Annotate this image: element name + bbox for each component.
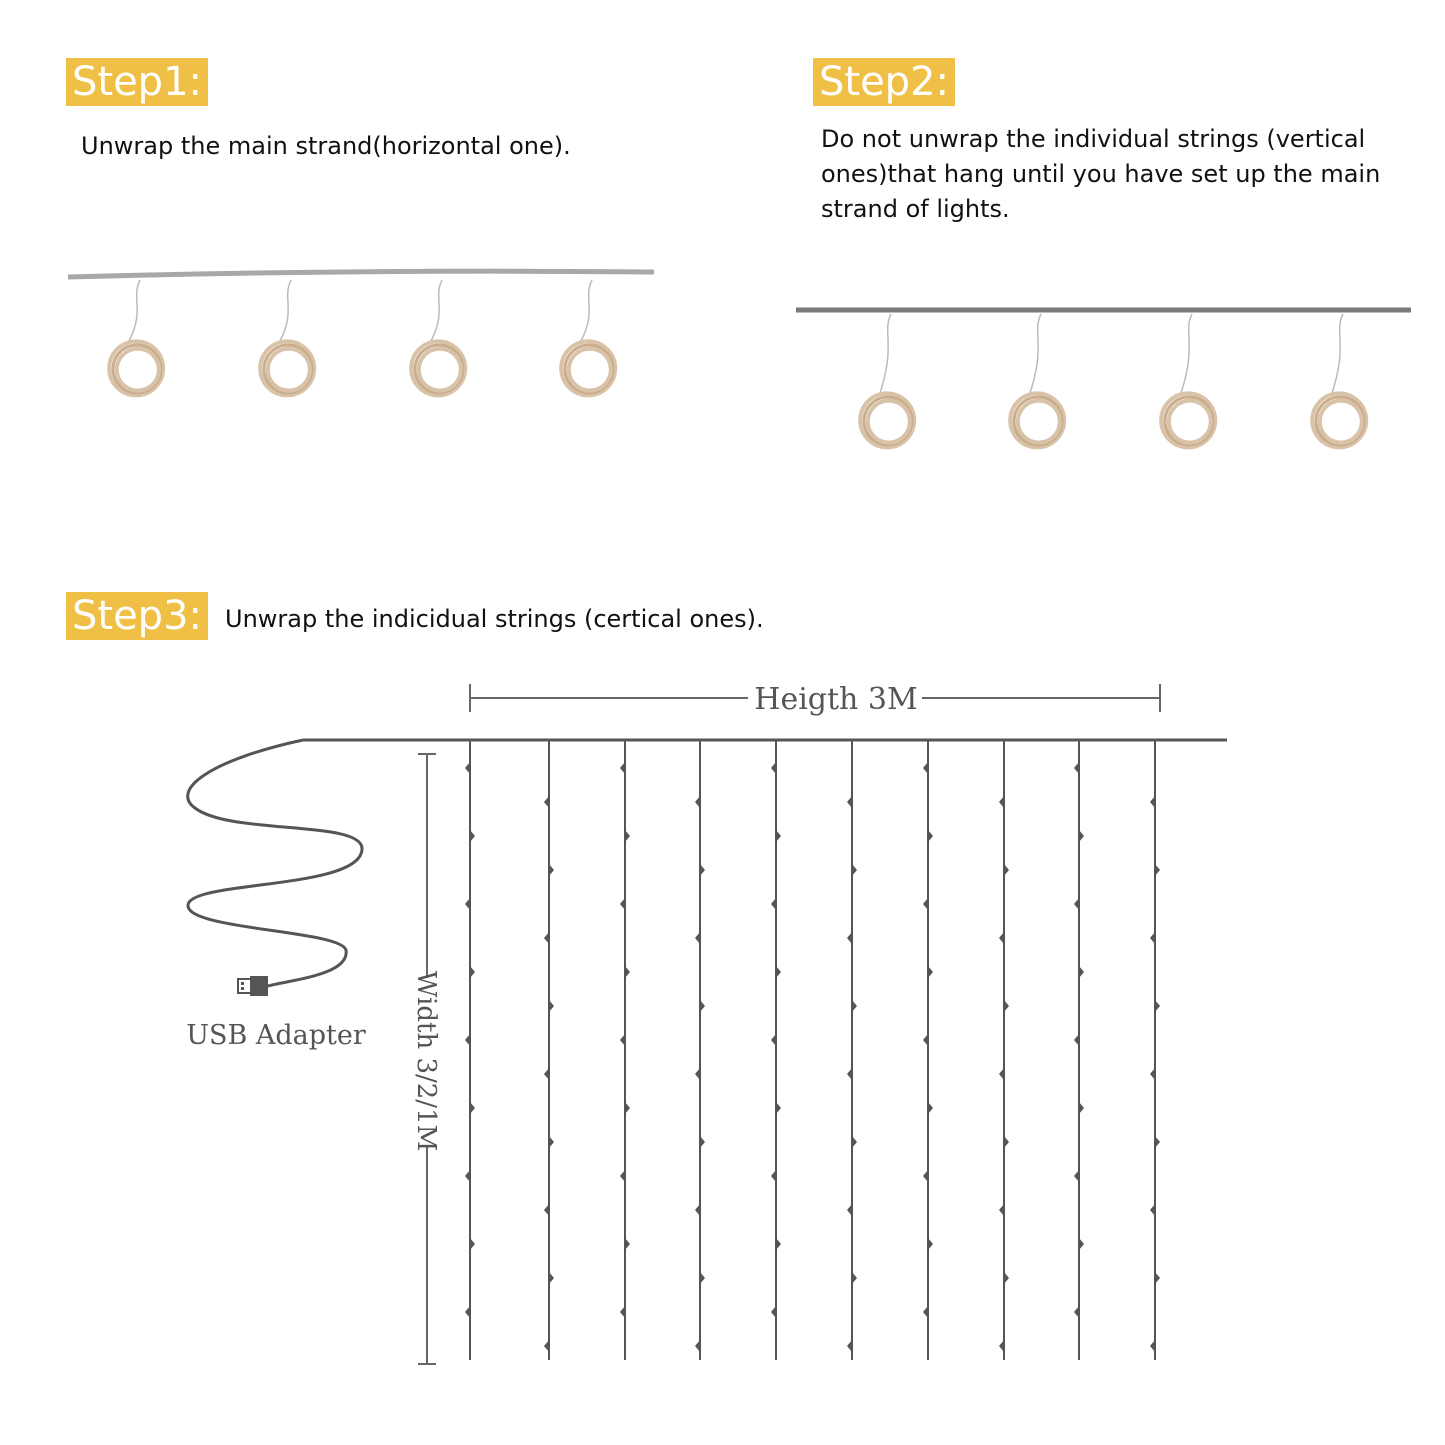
hanging-string — [923, 741, 933, 1360]
step1-illustration — [68, 271, 654, 395]
usb-adapter-label: USB Adapter — [186, 1020, 366, 1051]
step3-illustration — [186, 682, 1227, 1364]
step3-badge: Step3: — [66, 592, 208, 640]
hanging-string — [847, 741, 857, 1360]
hanging-strings — [465, 741, 1160, 1360]
step2-illustration — [796, 310, 1411, 447]
step3-instruction: Unwrap the indicidual strings (certical ones). — [225, 605, 764, 633]
hanging-string — [999, 741, 1009, 1360]
hanging-string — [465, 741, 475, 1360]
coil — [260, 280, 314, 395]
usb-plug-icon — [238, 976, 268, 996]
coil — [1010, 314, 1064, 447]
hanging-string — [771, 741, 781, 1360]
coil — [109, 280, 163, 395]
usb-cable — [188, 740, 362, 986]
step1-badge: Step1: — [66, 58, 208, 106]
height-label: Heigth 3M — [754, 682, 918, 717]
step2-badge: Step2: — [813, 58, 955, 106]
coiled-strings — [109, 280, 615, 395]
coiled-strings — [860, 314, 1366, 447]
coil — [561, 280, 615, 395]
width-label: Width 3/2/1M — [411, 970, 441, 1152]
step1-instruction: Unwrap the main strand(horizontal one). — [81, 132, 571, 160]
step2-instruction: Do not unwrap the individual strings (vertical ones)that hang until you have set up the main strand of lights. — [821, 125, 1381, 223]
height-dimension — [470, 682, 1160, 717]
hanging-string — [1074, 741, 1084, 1360]
coil — [411, 280, 465, 395]
coil — [860, 314, 914, 447]
width-dimension — [411, 754, 441, 1364]
coil — [1161, 314, 1215, 447]
hanging-string — [544, 741, 554, 1360]
hanging-string — [620, 741, 630, 1360]
main-strand-bar — [68, 271, 654, 277]
coil — [1312, 314, 1366, 447]
hanging-string — [1150, 741, 1160, 1360]
hanging-string — [695, 741, 705, 1360]
